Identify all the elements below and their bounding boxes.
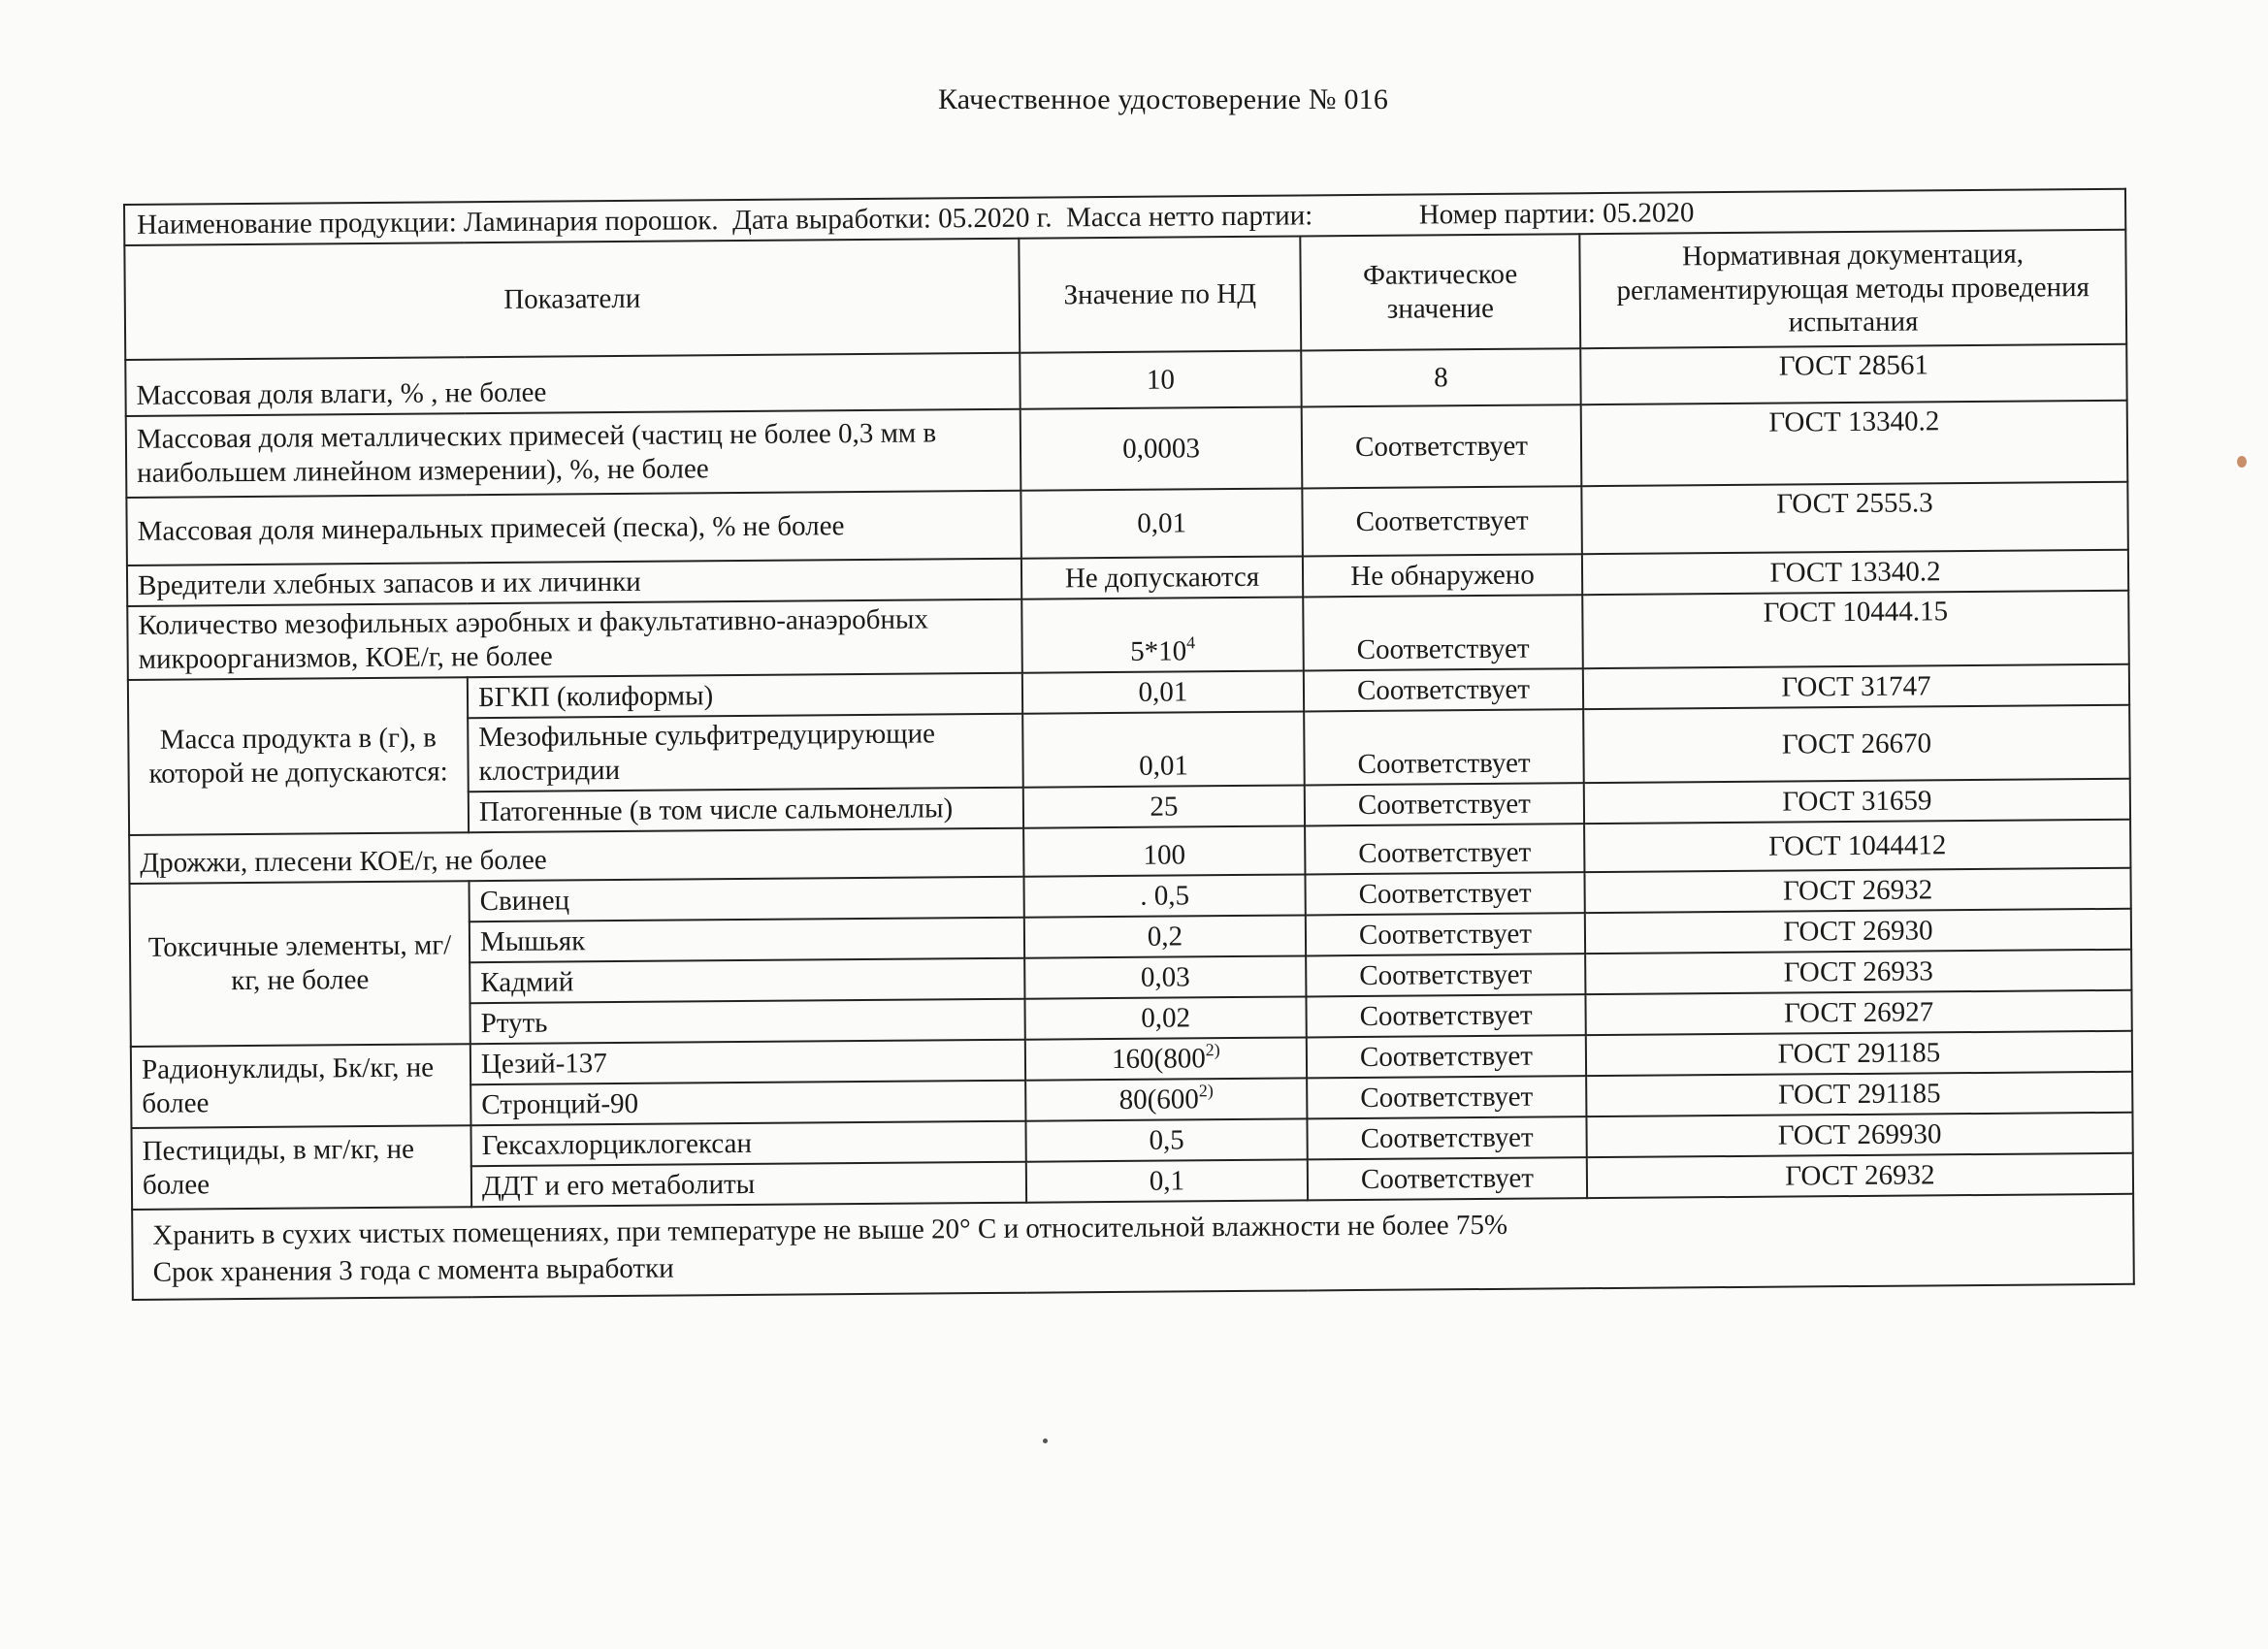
nd-value: 0,0003 xyxy=(1021,406,1303,490)
toxic-group-label: Токсичные элементы, мг/кг, не более xyxy=(130,881,470,1047)
nd-value: . 0,5 xyxy=(1023,874,1305,917)
actual-value: Соответствует xyxy=(1304,668,1583,711)
indicator-name: Массовая доля влаги, % , не более xyxy=(125,353,1020,416)
footer-row xyxy=(132,1194,2134,1301)
col-header-actual: Фактическое значение xyxy=(1300,234,1580,350)
actual-value: Соответствует xyxy=(1303,595,1583,670)
nd-value: 0,1 xyxy=(1026,1159,1308,1202)
actual-value: Соответствует xyxy=(1307,1076,1586,1118)
gost-reference: ГОСТ 291185 xyxy=(1586,1031,2132,1076)
indicator-name: Патогенные (в том числе сальмонеллы) xyxy=(469,788,1023,832)
footer-cell xyxy=(132,1194,2134,1301)
shelf-life: Срок хранения 3 года с момента выработки xyxy=(152,1252,674,1288)
indicator-name: Массовая доля металлических примесей (частиц не более 0,3 мм в наибольшем линейном измерении), %, не более xyxy=(126,409,1021,498)
certificate-table xyxy=(123,188,2135,1302)
date-label: Дата выработки: xyxy=(731,203,932,236)
scan-speck xyxy=(1043,1439,1048,1443)
gost-reference: ГОСТ 13340.2 xyxy=(1582,550,2128,595)
nd-value: 0,01 xyxy=(1021,488,1303,558)
actual-value: Соответствует xyxy=(1305,783,1584,825)
actual-value: Соответствует xyxy=(1307,1116,1586,1159)
gost-reference: ГОСТ 291185 xyxy=(1586,1072,2132,1116)
indicator-name: Гексахлорциклогексан xyxy=(470,1121,1025,1166)
product-label: Наименование продукции: xyxy=(137,206,457,241)
gost-reference: ГОСТ 28561 xyxy=(1580,344,2126,404)
nd-value: 25 xyxy=(1023,785,1305,827)
nd-value: 0,01 xyxy=(1022,670,1304,713)
nd-value: 0,03 xyxy=(1024,955,1306,998)
nd-value: 0,5 xyxy=(1025,1118,1307,1161)
indicator-name: Массовая доля минеральных примесей (песка), % не более xyxy=(126,491,1021,566)
indicator-name: Мезофильные сульфитредуцирующие клостридии xyxy=(468,714,1023,792)
indicator-name: БГКП (колиформы) xyxy=(468,673,1022,718)
actual-value: Соответствует xyxy=(1307,1035,1586,1078)
indicator-name: Вредители хлебных запасов и их личинки xyxy=(127,559,1021,606)
radio-group-label: Радионуклиды, Бк/кг, не более xyxy=(131,1044,471,1128)
gost-reference: ГОСТ 2555.3 xyxy=(1581,482,2128,554)
column-header-row xyxy=(124,230,2126,360)
indicator-name: Цезий-137 xyxy=(470,1040,1025,1084)
indicator-name: Кадмий xyxy=(470,958,1024,1003)
nd-value: Не допускаются xyxy=(1021,556,1303,598)
actual-value: Соответствует xyxy=(1305,824,1584,874)
gost-reference: ГОСТ 31659 xyxy=(1584,779,2130,824)
indicator-name: Стронций-90 xyxy=(470,1081,1025,1125)
pesticide-group-label: Пестициды, в мг/кг, не более xyxy=(131,1125,471,1210)
gost-reference: ГОСТ 1044412 xyxy=(1584,820,2130,872)
nd-value: 100 xyxy=(1023,825,1305,876)
nd-value: 160(800$^{2)}$ xyxy=(1025,1037,1307,1080)
nd-value: 10 xyxy=(1020,350,1301,408)
actual-value: Соответствует xyxy=(1305,872,1584,915)
nd-value: 0,2 xyxy=(1024,915,1306,957)
gost-reference: ГОСТ 26932 xyxy=(1584,868,2130,913)
indicator-name: Мышьяк xyxy=(470,918,1024,962)
indicator-name: ДДТ и его метаболиты xyxy=(471,1162,1026,1207)
product-name: Ламинария порошок. xyxy=(463,204,719,238)
col-header-indicators: Показатели xyxy=(124,239,1020,360)
nd-value: 0,01 xyxy=(1022,711,1305,787)
indicator-name: Дрожжи, плесени КОЕ/г, не более xyxy=(129,828,1023,884)
mass-group-label: Масса продукта в (г), в которой не допускаются: xyxy=(128,677,469,835)
table-row xyxy=(126,401,2128,498)
document-title: Качественное удостоверение № 016 xyxy=(937,83,1389,115)
actual-value: Не обнаружено xyxy=(1303,554,1582,597)
gost-reference: ГОСТ 13340.2 xyxy=(1581,401,2128,486)
gost-reference: ГОСТ 10444.15 xyxy=(1582,591,2129,668)
gost-reference: ГОСТ 26670 xyxy=(1583,705,2130,783)
col-header-nd-value: Значение по НД xyxy=(1019,236,1301,352)
scan-speck xyxy=(2237,456,2247,468)
batch-label: Номер партии: xyxy=(1418,197,1597,231)
mass-label: Масса нетто партии: xyxy=(1065,199,1313,233)
gost-reference: ГОСТ 31747 xyxy=(1583,664,2129,709)
gost-reference: ГОСТ 26927 xyxy=(1585,990,2131,1035)
gost-reference: ГОСТ 26930 xyxy=(1585,909,2131,954)
gost-reference: ГОСТ 26932 xyxy=(1587,1153,2133,1198)
storage-conditions: Хранить в сухих чистых помещениях, при температуре не выше 20° С и относительной влажности не более 75% xyxy=(152,1209,1508,1251)
indicator-name: Количество мезофильных аэробных и факультативно-анаэробных микроорганизмов, КОЕ/г, не более xyxy=(127,599,1022,680)
actual-value: Соответствует xyxy=(1306,994,1585,1037)
nd-value: 0,02 xyxy=(1024,996,1306,1039)
gost-reference: ГОСТ 26933 xyxy=(1585,950,2131,994)
actual-value: Соответствует xyxy=(1302,486,1582,556)
indicator-name: Ртуть xyxy=(470,999,1024,1044)
gost-reference: ГОСТ 269930 xyxy=(1586,1113,2132,1157)
actual-value: Соответствует xyxy=(1302,404,1582,488)
actual-value: Соответствует xyxy=(1306,913,1585,955)
nd-value: $5*10^4$ xyxy=(1021,597,1304,672)
col-header-docs: Нормативная документация, регламентирующая методы проведения испытания xyxy=(1579,230,2126,348)
production-date: 05.2020 г. xyxy=(938,202,1053,234)
actual-value: 8 xyxy=(1301,348,1580,406)
actual-value: Соответствует xyxy=(1308,1157,1587,1200)
actual-value: Соответствует xyxy=(1304,709,1584,785)
nd-value: 80(600$^{2)}$ xyxy=(1025,1078,1307,1120)
batch-number: 05.2020 xyxy=(1603,196,1695,229)
actual-value: Соответствует xyxy=(1306,954,1585,996)
indicator-name: Свинец xyxy=(469,877,1023,922)
